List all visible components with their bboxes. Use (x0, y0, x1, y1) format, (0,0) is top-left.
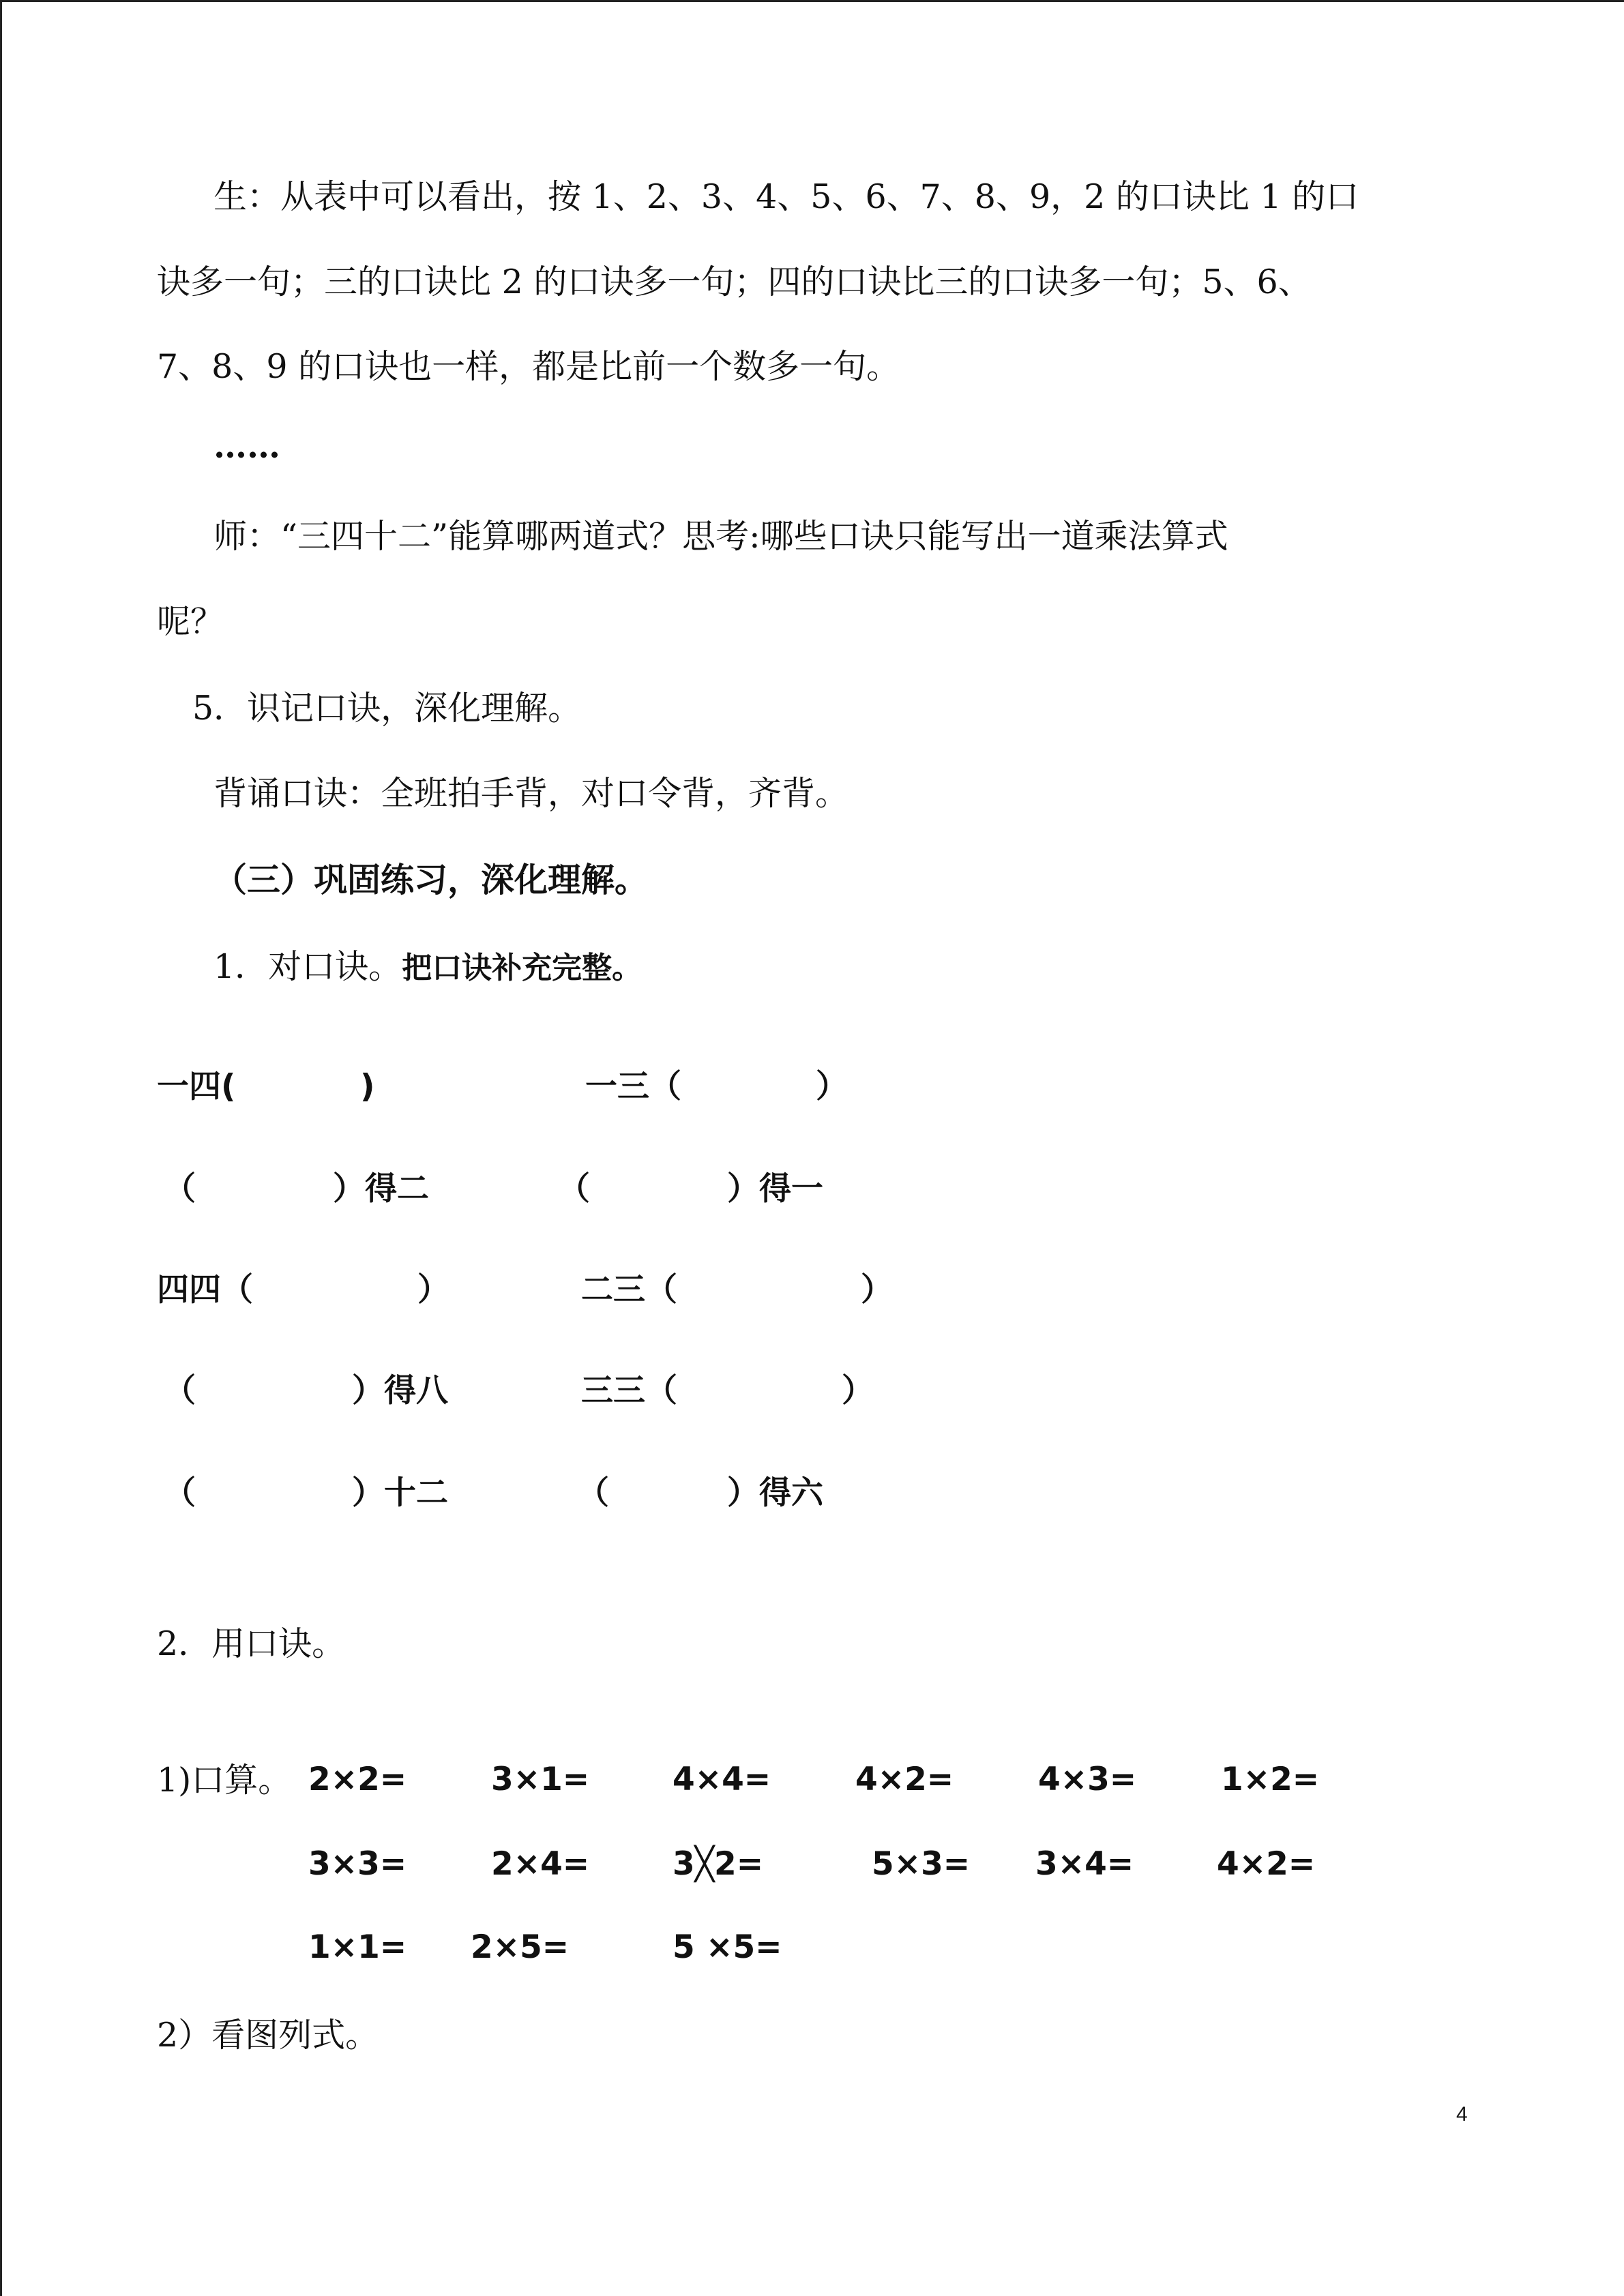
blank-item: ）十二 (352, 1474, 448, 1512)
arithmetic-item: 4×2= (1217, 1845, 1316, 1883)
blank-item: ） (417, 1271, 449, 1309)
picture-exercise-label: 2）看图列式。 (157, 2016, 379, 2055)
arithmetic-item: 4×2= (855, 1761, 954, 1798)
blank-item: 一三（ (585, 1068, 681, 1105)
blank-item: 三三（ (581, 1372, 677, 1410)
arithmetic-item: 2×2= (308, 1761, 407, 1798)
blank-item: （ (164, 1474, 196, 1512)
blank-item: （ (577, 1474, 609, 1512)
paragraph-line: 背诵口诀：全班拍手背，对口令背，齐背。 (213, 774, 849, 813)
arithmetic-item: 3×3= (308, 1845, 407, 1883)
blank-item: ）得一 (727, 1170, 823, 1208)
blank-item: ） (816, 1068, 848, 1105)
arithmetic-item: 4×3= (1038, 1761, 1137, 1798)
exercise-heading: 2．用口诀。 (157, 1624, 346, 1663)
exercise-instruction: 把口诀补充完整。 (402, 951, 643, 985)
page-number: 4 (1456, 2103, 1468, 2126)
blank-item: 二三（ (581, 1271, 677, 1309)
paragraph-line: 生：从表中可以看出，按 1、2、3、4、5、6、7、8、9，2 的口诀比 1 的口 (213, 177, 1359, 216)
arithmetic-item: 3×1= (491, 1761, 590, 1798)
blank-item: ） (842, 1372, 874, 1410)
arithmetic-item: 3×4= (1035, 1845, 1134, 1883)
exercise-heading (213, 947, 643, 986)
oral-calc-label: 1)口算。 (157, 1761, 292, 1800)
blank-item: ）得二 (333, 1170, 429, 1208)
paragraph-line: 师：“三四十二”能算哪两道式？思考:哪些口诀只能写出一道乘法算式 (213, 517, 1228, 556)
blank-item: （ (558, 1170, 590, 1208)
ellipsis: …… (213, 426, 280, 466)
blank-item: ）得八 (352, 1372, 448, 1410)
arithmetic-item: 2×5= (471, 1928, 570, 1966)
arithmetic-item: 1×1= (308, 1928, 407, 1966)
exercise-number-label: 1．对口诀。 (213, 947, 402, 986)
paragraph-line: 呢？ (157, 602, 224, 641)
blank-item: 一四( (157, 1068, 236, 1105)
arithmetic-item: 5×3= (872, 1845, 971, 1883)
blank-item: ）得六 (727, 1474, 823, 1512)
blank-item: 四四（ (157, 1271, 253, 1309)
page-border-top (0, 0, 1624, 2)
paragraph-line: 7、8、9 的口诀也一样，都是比前一个数多一句。 (157, 347, 900, 386)
step-heading: 5．识记口诀，深化理解。 (192, 689, 582, 728)
section-heading: （三）巩固练习，深化理解。 (213, 860, 649, 899)
blank-item: （ (164, 1170, 196, 1208)
blank-item: ) (360, 1068, 375, 1105)
arithmetic-item: 4×4= (673, 1761, 771, 1798)
blank-item: ） (861, 1271, 893, 1309)
page-border-left (0, 0, 2, 2296)
blank-item: （ (164, 1372, 196, 1410)
paragraph-line: 诀多一句；三的口诀比 2 的口诀多一句；四的口诀比三的口诀多一句；5、6、 (157, 263, 1312, 301)
arithmetic-item: 2×4= (491, 1845, 590, 1883)
arithmetic-item: 5 ×5= (673, 1928, 782, 1966)
arithmetic-item: 1×2= (1221, 1761, 1320, 1798)
arithmetic-item: 3╳2= (673, 1845, 764, 1883)
